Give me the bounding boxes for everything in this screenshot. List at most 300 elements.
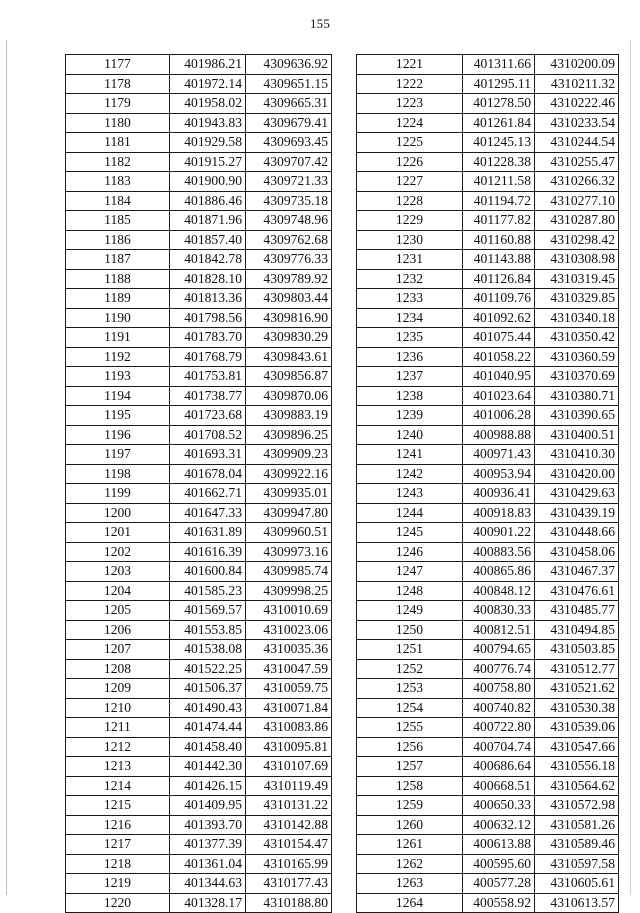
y-coordinate-cell: 4310581.26 — [535, 815, 619, 835]
y-coordinate-cell: 4310023.06 — [246, 620, 332, 640]
y-coordinate-cell: 4309816.90 — [246, 308, 332, 328]
x-coordinate-cell: 400668.51 — [463, 776, 535, 796]
x-coordinate-cell: 401842.78 — [170, 250, 246, 270]
point-number-cell: 1235 — [357, 328, 463, 348]
x-coordinate-cell: 400848.12 — [463, 581, 535, 601]
x-coordinate-cell: 401160.88 — [463, 230, 535, 250]
table-row — [66, 406, 332, 426]
y-coordinate-cell: 4310165.99 — [246, 854, 332, 874]
point-number-cell: 1257 — [357, 757, 463, 777]
point-number-cell: 1222 — [357, 74, 463, 94]
table-row — [66, 640, 332, 660]
table-row — [357, 718, 619, 738]
y-coordinate-cell: 4310556.18 — [535, 757, 619, 777]
y-coordinate-cell: 4310605.61 — [535, 874, 619, 894]
x-coordinate-cell: 401245.13 — [463, 133, 535, 153]
table-row — [66, 893, 332, 913]
point-number-cell: 1184 — [66, 191, 170, 211]
y-coordinate-cell: 4310298.42 — [535, 230, 619, 250]
table-row — [66, 776, 332, 796]
point-number-cell: 1202 — [66, 542, 170, 562]
y-coordinate-cell: 4310154.47 — [246, 835, 332, 855]
y-coordinate-cell: 4310329.85 — [535, 289, 619, 309]
x-coordinate-cell: 401278.50 — [463, 94, 535, 114]
table-row — [66, 191, 332, 211]
table-row — [357, 386, 619, 406]
x-coordinate-cell: 401506.37 — [170, 679, 246, 699]
y-coordinate-cell: 4309973.16 — [246, 542, 332, 562]
y-coordinate-cell: 4309896.25 — [246, 425, 332, 445]
y-coordinate-cell: 4310439.19 — [535, 503, 619, 523]
table-row — [66, 737, 332, 757]
x-coordinate-cell: 401442.30 — [170, 757, 246, 777]
x-coordinate-cell: 401986.21 — [170, 55, 246, 75]
y-coordinate-cell: 4310547.66 — [535, 737, 619, 757]
table-row — [66, 308, 332, 328]
x-coordinate-cell: 401344.63 — [170, 874, 246, 894]
x-coordinate-cell: 401647.33 — [170, 503, 246, 523]
table-row — [357, 289, 619, 309]
point-number-cell: 1255 — [357, 718, 463, 738]
point-number-cell: 1227 — [357, 172, 463, 192]
x-coordinate-cell: 401490.43 — [170, 698, 246, 718]
point-number-cell: 1262 — [357, 854, 463, 874]
coordinate-table-right — [356, 54, 619, 913]
table-row — [66, 347, 332, 367]
y-coordinate-cell: 4310047.59 — [246, 659, 332, 679]
x-coordinate-cell: 401393.70 — [170, 815, 246, 835]
x-coordinate-cell: 400613.88 — [463, 835, 535, 855]
table-row — [66, 757, 332, 777]
x-coordinate-cell: 400988.88 — [463, 425, 535, 445]
point-number-cell: 1244 — [357, 503, 463, 523]
coordinate-table-left — [65, 54, 332, 913]
x-coordinate-cell: 401228.38 — [463, 152, 535, 172]
point-number-cell: 1254 — [357, 698, 463, 718]
table-row — [357, 347, 619, 367]
x-coordinate-cell: 400776.74 — [463, 659, 535, 679]
point-number-cell: 1201 — [66, 523, 170, 543]
y-coordinate-cell: 4310530.38 — [535, 698, 619, 718]
y-coordinate-cell: 4310083.86 — [246, 718, 332, 738]
point-number-cell: 1246 — [357, 542, 463, 562]
x-coordinate-cell: 401377.39 — [170, 835, 246, 855]
x-coordinate-cell: 400758.80 — [463, 679, 535, 699]
point-number-cell: 1177 — [66, 55, 170, 75]
y-coordinate-cell: 4310308.98 — [535, 250, 619, 270]
table-row — [357, 133, 619, 153]
y-coordinate-cell: 4310589.46 — [535, 835, 619, 855]
table-row — [357, 835, 619, 855]
y-coordinate-cell: 4310340.18 — [535, 308, 619, 328]
x-coordinate-cell: 401600.84 — [170, 562, 246, 582]
table-row — [357, 776, 619, 796]
y-coordinate-cell: 4309843.61 — [246, 347, 332, 367]
y-coordinate-cell: 4310485.77 — [535, 601, 619, 621]
point-number-cell: 1205 — [66, 601, 170, 621]
table-row — [66, 211, 332, 231]
y-coordinate-cell: 4310512.77 — [535, 659, 619, 679]
point-number-cell: 1239 — [357, 406, 463, 426]
y-coordinate-cell: 4309735.18 — [246, 191, 332, 211]
point-number-cell: 1264 — [357, 893, 463, 913]
table-row — [66, 94, 332, 114]
point-number-cell: 1208 — [66, 659, 170, 679]
table-row — [357, 367, 619, 387]
point-number-cell: 1183 — [66, 172, 170, 192]
point-number-cell: 1259 — [357, 796, 463, 816]
y-coordinate-cell: 4309636.92 — [246, 55, 332, 75]
y-coordinate-cell: 4310448.66 — [535, 523, 619, 543]
y-coordinate-cell: 4310380.71 — [535, 386, 619, 406]
point-number-cell: 1185 — [66, 211, 170, 231]
table-row — [357, 659, 619, 679]
table-row — [357, 757, 619, 777]
point-number-cell: 1204 — [66, 581, 170, 601]
y-coordinate-cell: 4309665.31 — [246, 94, 332, 114]
point-number-cell: 1182 — [66, 152, 170, 172]
point-number-cell: 1236 — [357, 347, 463, 367]
x-coordinate-cell: 401023.64 — [463, 386, 535, 406]
table-row — [66, 620, 332, 640]
x-coordinate-cell: 401798.56 — [170, 308, 246, 328]
table-row — [66, 328, 332, 348]
point-number-cell: 1234 — [357, 308, 463, 328]
x-coordinate-cell: 401768.79 — [170, 347, 246, 367]
y-coordinate-cell: 4309803.44 — [246, 289, 332, 309]
y-coordinate-cell: 4310458.06 — [535, 542, 619, 562]
y-coordinate-cell: 4309693.45 — [246, 133, 332, 153]
point-number-cell: 1251 — [357, 640, 463, 660]
point-number-cell: 1210 — [66, 698, 170, 718]
y-coordinate-cell: 4310131.22 — [246, 796, 332, 816]
point-number-cell: 1247 — [357, 562, 463, 582]
point-number-cell: 1226 — [357, 152, 463, 172]
y-coordinate-cell: 4310400.51 — [535, 425, 619, 445]
page-right-border — [630, 40, 631, 895]
point-number-cell: 1179 — [66, 94, 170, 114]
point-number-cell: 1221 — [357, 55, 463, 75]
x-coordinate-cell: 401857.40 — [170, 230, 246, 250]
table-row — [66, 601, 332, 621]
x-coordinate-cell: 400650.33 — [463, 796, 535, 816]
x-coordinate-cell: 401693.31 — [170, 445, 246, 465]
table-row — [66, 152, 332, 172]
point-number-cell: 1241 — [357, 445, 463, 465]
x-coordinate-cell: 400812.51 — [463, 620, 535, 640]
table-row — [357, 484, 619, 504]
point-number-cell: 1258 — [357, 776, 463, 796]
y-coordinate-cell: 4310107.69 — [246, 757, 332, 777]
point-number-cell: 1197 — [66, 445, 170, 465]
x-coordinate-cell: 401708.52 — [170, 425, 246, 445]
x-coordinate-cell: 400865.86 — [463, 562, 535, 582]
table-row — [357, 640, 619, 660]
y-coordinate-cell: 4309776.33 — [246, 250, 332, 270]
point-number-cell: 1215 — [66, 796, 170, 816]
x-coordinate-cell: 400595.60 — [463, 854, 535, 874]
y-coordinate-cell: 4310035.36 — [246, 640, 332, 660]
y-coordinate-cell: 4309721.33 — [246, 172, 332, 192]
table-row — [66, 425, 332, 445]
x-coordinate-cell: 401361.04 — [170, 854, 246, 874]
x-coordinate-cell: 400577.28 — [463, 874, 535, 894]
x-coordinate-cell: 401616.39 — [170, 542, 246, 562]
x-coordinate-cell: 401972.14 — [170, 74, 246, 94]
table-row — [66, 230, 332, 250]
x-coordinate-cell: 400632.12 — [463, 815, 535, 835]
table-row — [357, 250, 619, 270]
y-coordinate-cell: 4309830.29 — [246, 328, 332, 348]
y-coordinate-cell: 4310476.61 — [535, 581, 619, 601]
point-number-cell: 1217 — [66, 835, 170, 855]
y-coordinate-cell: 4310410.30 — [535, 445, 619, 465]
table-row — [357, 620, 619, 640]
table-row — [66, 835, 332, 855]
y-coordinate-cell: 4310266.32 — [535, 172, 619, 192]
y-coordinate-cell: 4309922.16 — [246, 464, 332, 484]
table-row — [357, 445, 619, 465]
point-number-cell: 1186 — [66, 230, 170, 250]
table-row — [66, 659, 332, 679]
point-number-cell: 1216 — [66, 815, 170, 835]
x-coordinate-cell: 401328.17 — [170, 893, 246, 913]
page-number: 155 — [309, 16, 331, 31]
table-row — [357, 698, 619, 718]
x-coordinate-cell: 400830.33 — [463, 601, 535, 621]
point-number-cell: 1260 — [357, 815, 463, 835]
table-row — [357, 328, 619, 348]
x-coordinate-cell: 401211.58 — [463, 172, 535, 192]
y-coordinate-cell: 4310597.58 — [535, 854, 619, 874]
y-coordinate-cell: 4309883.19 — [246, 406, 332, 426]
x-coordinate-cell: 401522.25 — [170, 659, 246, 679]
table-row — [357, 737, 619, 757]
point-number-cell: 1230 — [357, 230, 463, 250]
y-coordinate-cell: 4310188.80 — [246, 893, 332, 913]
y-coordinate-cell: 4310244.54 — [535, 133, 619, 153]
point-number-cell: 1211 — [66, 718, 170, 738]
x-coordinate-cell: 401295.11 — [463, 74, 535, 94]
y-coordinate-cell: 4309651.15 — [246, 74, 332, 94]
point-number-cell: 1199 — [66, 484, 170, 504]
table-row — [66, 581, 332, 601]
point-number-cell: 1191 — [66, 328, 170, 348]
table-row — [66, 367, 332, 387]
table-row — [357, 191, 619, 211]
x-coordinate-cell: 401678.04 — [170, 464, 246, 484]
point-number-cell: 1188 — [66, 269, 170, 289]
point-number-cell: 1181 — [66, 133, 170, 153]
point-number-cell: 1245 — [357, 523, 463, 543]
y-coordinate-cell: 4309707.42 — [246, 152, 332, 172]
table-row — [357, 581, 619, 601]
point-number-cell: 1178 — [66, 74, 170, 94]
table-row — [66, 562, 332, 582]
table-row — [66, 55, 332, 75]
x-coordinate-cell: 400740.82 — [463, 698, 535, 718]
table-row — [66, 386, 332, 406]
y-coordinate-cell: 4309960.51 — [246, 523, 332, 543]
point-number-cell: 1232 — [357, 269, 463, 289]
table-row — [357, 406, 619, 426]
x-coordinate-cell: 401058.22 — [463, 347, 535, 367]
y-coordinate-cell: 4309789.92 — [246, 269, 332, 289]
point-number-cell: 1224 — [357, 113, 463, 133]
y-coordinate-cell: 4310059.75 — [246, 679, 332, 699]
x-coordinate-cell: 400704.74 — [463, 737, 535, 757]
y-coordinate-cell: 4309679.41 — [246, 113, 332, 133]
point-number-cell: 1190 — [66, 308, 170, 328]
y-coordinate-cell: 4310572.98 — [535, 796, 619, 816]
table-row — [66, 484, 332, 504]
table-row — [66, 796, 332, 816]
page-left-border — [6, 40, 7, 895]
x-coordinate-cell: 401753.81 — [170, 367, 246, 387]
table-row — [357, 308, 619, 328]
point-number-cell: 1228 — [357, 191, 463, 211]
y-coordinate-cell: 4310613.57 — [535, 893, 619, 913]
x-coordinate-cell: 401092.62 — [463, 308, 535, 328]
point-number-cell: 1256 — [357, 737, 463, 757]
x-coordinate-cell: 401409.95 — [170, 796, 246, 816]
point-number-cell: 1229 — [357, 211, 463, 231]
table-row — [357, 893, 619, 913]
table-row — [66, 503, 332, 523]
y-coordinate-cell: 4310319.45 — [535, 269, 619, 289]
point-number-cell: 1240 — [357, 425, 463, 445]
x-coordinate-cell: 401040.95 — [463, 367, 535, 387]
point-number-cell: 1214 — [66, 776, 170, 796]
x-coordinate-cell: 401783.70 — [170, 328, 246, 348]
table-row — [357, 523, 619, 543]
y-coordinate-cell: 4310177.43 — [246, 874, 332, 894]
table-row — [357, 796, 619, 816]
x-coordinate-cell: 401143.88 — [463, 250, 535, 270]
point-number-cell: 1206 — [66, 620, 170, 640]
x-coordinate-cell: 401943.83 — [170, 113, 246, 133]
x-coordinate-cell: 400722.80 — [463, 718, 535, 738]
y-coordinate-cell: 4310200.09 — [535, 55, 619, 75]
x-coordinate-cell: 401738.77 — [170, 386, 246, 406]
point-number-cell: 1189 — [66, 289, 170, 309]
y-coordinate-cell: 4310350.42 — [535, 328, 619, 348]
y-coordinate-cell: 4310564.62 — [535, 776, 619, 796]
x-coordinate-cell: 401109.76 — [463, 289, 535, 309]
point-number-cell: 1231 — [357, 250, 463, 270]
y-coordinate-cell: 4309748.96 — [246, 211, 332, 231]
table-row — [66, 542, 332, 562]
y-coordinate-cell: 4310119.49 — [246, 776, 332, 796]
x-coordinate-cell: 401813.36 — [170, 289, 246, 309]
y-coordinate-cell: 4310010.69 — [246, 601, 332, 621]
x-coordinate-cell: 401958.02 — [170, 94, 246, 114]
y-coordinate-cell: 4310360.59 — [535, 347, 619, 367]
point-number-cell: 1200 — [66, 503, 170, 523]
x-coordinate-cell: 401900.90 — [170, 172, 246, 192]
table-row — [66, 815, 332, 835]
y-coordinate-cell: 4309870.06 — [246, 386, 332, 406]
y-coordinate-cell: 4310287.80 — [535, 211, 619, 231]
x-coordinate-cell: 401915.27 — [170, 152, 246, 172]
x-coordinate-cell: 401474.44 — [170, 718, 246, 738]
y-coordinate-cell: 4310539.06 — [535, 718, 619, 738]
x-coordinate-cell: 401006.28 — [463, 406, 535, 426]
x-coordinate-cell: 401569.57 — [170, 601, 246, 621]
x-coordinate-cell: 401553.85 — [170, 620, 246, 640]
table-row — [357, 542, 619, 562]
point-number-cell: 1253 — [357, 679, 463, 699]
point-number-cell: 1198 — [66, 464, 170, 484]
table-row — [66, 523, 332, 543]
x-coordinate-cell: 401538.08 — [170, 640, 246, 660]
point-number-cell: 1203 — [66, 562, 170, 582]
table-row — [357, 679, 619, 699]
table-row — [357, 562, 619, 582]
x-coordinate-cell: 400918.83 — [463, 503, 535, 523]
point-number-cell: 1212 — [66, 737, 170, 757]
table-row — [66, 74, 332, 94]
x-coordinate-cell: 401426.15 — [170, 776, 246, 796]
y-coordinate-cell: 4310420.00 — [535, 464, 619, 484]
table-row — [66, 133, 332, 153]
y-coordinate-cell: 4310370.69 — [535, 367, 619, 387]
point-number-cell: 1242 — [357, 464, 463, 484]
point-number-cell: 1193 — [66, 367, 170, 387]
table-row — [357, 503, 619, 523]
point-number-cell: 1192 — [66, 347, 170, 367]
point-number-cell: 1261 — [357, 835, 463, 855]
x-coordinate-cell: 401458.40 — [170, 737, 246, 757]
point-number-cell: 1225 — [357, 133, 463, 153]
x-coordinate-cell: 401585.23 — [170, 581, 246, 601]
table-row — [66, 172, 332, 192]
table-row — [357, 854, 619, 874]
table-row — [357, 464, 619, 484]
x-coordinate-cell: 401828.10 — [170, 269, 246, 289]
table-row — [357, 55, 619, 75]
table-row — [66, 874, 332, 894]
y-coordinate-cell: 4310390.65 — [535, 406, 619, 426]
table-row — [357, 269, 619, 289]
table-row — [66, 250, 332, 270]
table-row — [357, 874, 619, 894]
table-row — [357, 74, 619, 94]
y-coordinate-cell: 4309998.25 — [246, 581, 332, 601]
point-number-cell: 1263 — [357, 874, 463, 894]
y-coordinate-cell: 4309985.74 — [246, 562, 332, 582]
table-row — [66, 698, 332, 718]
point-number-cell: 1237 — [357, 367, 463, 387]
point-number-cell: 1248 — [357, 581, 463, 601]
y-coordinate-cell: 4310521.62 — [535, 679, 619, 699]
x-coordinate-cell: 401886.46 — [170, 191, 246, 211]
x-coordinate-cell: 401662.71 — [170, 484, 246, 504]
y-coordinate-cell: 4310233.54 — [535, 113, 619, 133]
point-number-cell: 1238 — [357, 386, 463, 406]
table-row — [357, 211, 619, 231]
y-coordinate-cell: 4310142.88 — [246, 815, 332, 835]
y-coordinate-cell: 4310503.85 — [535, 640, 619, 660]
point-number-cell: 1196 — [66, 425, 170, 445]
table-row — [66, 679, 332, 699]
table-row — [66, 113, 332, 133]
x-coordinate-cell: 401723.68 — [170, 406, 246, 426]
y-coordinate-cell: 4310255.47 — [535, 152, 619, 172]
point-number-cell: 1187 — [66, 250, 170, 270]
y-coordinate-cell: 4309762.68 — [246, 230, 332, 250]
point-number-cell: 1220 — [66, 893, 170, 913]
